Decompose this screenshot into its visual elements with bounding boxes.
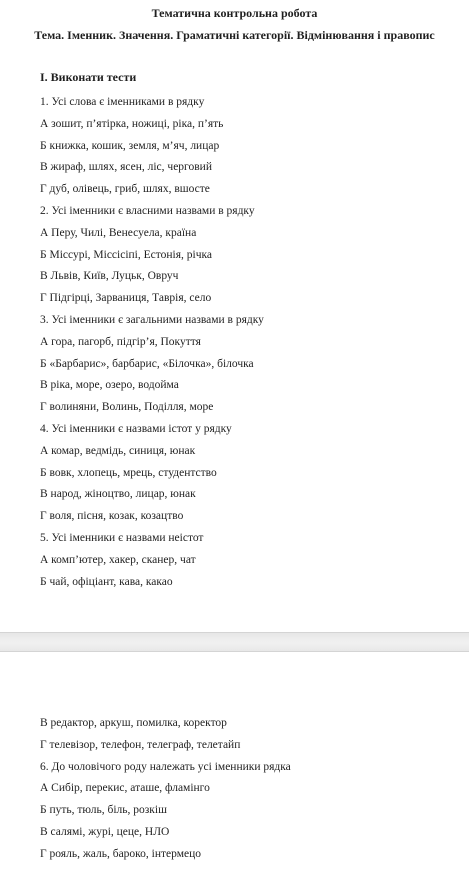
answer-option: А Сибір, перекис, аташе, фламінго: [40, 782, 210, 795]
question-4: 4. Усі іменники є назвами істот у рядку: [40, 422, 232, 435]
answer-option: Г телевізор, телефон, телеграф, телетайп: [40, 738, 241, 751]
answer-option: Б чай, офіціант, кава, какао: [40, 575, 173, 588]
answer-option: А гора, пагорб, підгір’я, Покуття: [40, 335, 201, 348]
answer-option: Б книжка, кошик, земля, м’яч, лицар: [40, 139, 220, 152]
test-lines-page-1: [40, 92, 264, 593]
document-title: Тематична контрольна робота: [151, 6, 318, 20]
answer-option: Г Підгірці, Зарваниця, Таврія, село: [40, 292, 212, 305]
answer-option: В редактор, аркуш, помилка, коректор: [40, 717, 227, 729]
question-2: 2. Усі іменники є власними назвами в рядку: [40, 204, 255, 217]
answer-option: В жираф, шлях, ясен, ліс, черговий: [40, 161, 212, 174]
document-subtitle: Тема. Іменник. Значення. Граматичні категорії. Відмінювання і правопис: [34, 28, 435, 42]
question-6: 6. До чоловічого роду належать усі іменники рядка: [40, 760, 291, 773]
test-lines-page-2: [40, 713, 291, 866]
answer-option: В ріка, море, озеро, водойма: [40, 379, 179, 392]
answer-option: Г воля, пісня, козак, козацтво: [40, 510, 184, 523]
answer-option: А комп’ютер, хакер, сканер, чат: [40, 553, 196, 566]
section-heading: І. Виконати тести: [40, 70, 137, 84]
page-separator: [0, 632, 469, 652]
question-3: 3. Усі іменники є загальними назвами в рядку: [40, 313, 264, 326]
answer-option: Б «Барбарис», барбарис, «Білочка», білочка: [40, 357, 254, 370]
answer-option: А зошит, п’ятірка, ножиці, ріка, п’ять: [40, 117, 224, 130]
answer-option: Б вовк, хлопець, мрець, студентство: [40, 466, 217, 479]
answer-option: А Перу, Чилі, Венесуела, країна: [40, 226, 197, 239]
document-page-2: [0, 652, 469, 870]
answer-option: В Львів, Київ, Луцьк, Овруч: [40, 270, 179, 283]
answer-option: Г рояль, жаль, бароко, інтермецо: [40, 847, 202, 860]
question-5: 5. Усі іменники є назвами неістот: [40, 531, 204, 544]
answer-option: Б путь, тюль, біль, розкіш: [40, 804, 167, 817]
answer-option: А комар, ведмідь, синиця, юнак: [40, 444, 196, 457]
answer-option: В народ, жіноцтво, лицар, юнак: [40, 488, 196, 501]
answer-option: В салямі, журі, цеце, НЛО: [40, 825, 170, 838]
question-1: 1. Усі слова є іменниками в рядку: [40, 96, 205, 108]
answer-option: Г волиняни, Волинь, Поділля, море: [40, 401, 214, 414]
answer-option: Б Міссурі, Міссісіпі, Естонія, річка: [40, 248, 213, 261]
answer-option: Г дуб, олівець, гриб, шлях, вшосте: [40, 183, 210, 196]
